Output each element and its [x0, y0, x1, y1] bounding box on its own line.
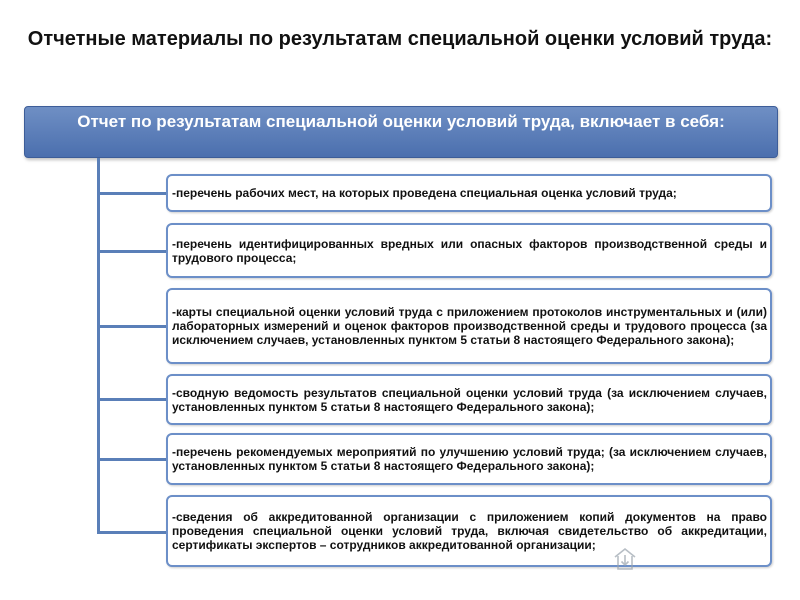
list-item-text: -сведения об аккредитованной организации с приложением копий документов на право проведения специальной оценки условий труда, включая свидетельство об аккредитации, сертификаты экспертов – сотрудников аккредитованной организации; — [172, 510, 767, 552]
report-header-box: Отчет по результатам специальной оценки условий труда, включает в себя: — [24, 106, 778, 158]
list-item-text: -перечень рабочих мест, на которых проведена специальная оценка условий труда; — [172, 186, 677, 200]
tree-connector-branch — [97, 192, 166, 195]
list-item — [166, 288, 772, 364]
page-title: Отчетные материалы по результатам специальной оценки условий труда: — [27, 28, 773, 50]
tree-connector-branch — [97, 398, 166, 401]
tree-connector-branch — [97, 458, 166, 461]
tree-connector-branch — [97, 325, 166, 328]
list-item — [166, 433, 772, 485]
list-item-text: -сводную ведомость результатов специальной оценки условий труда (за исключением случаев, установленных пунктом 5 статьи 8 настоящего Федерального закона); — [172, 385, 767, 414]
list-item — [166, 374, 772, 425]
tree-connector-vertical — [97, 158, 100, 533]
list-item-text: -перечень идентифицированных вредных или опасных факторов производственной среды и трудового процесса; — [172, 236, 767, 265]
list-item-text: -карты специальной оценки условий труда с приложением протоколов инструментальных и (или) лабораторных измерений и оценок факторов производственной среды и трудового процесса (за исключением случаев, установленных пунктом 5 статьи 8 настоящего Федерального закона); — [172, 305, 767, 347]
tree-connector-branch — [97, 250, 166, 253]
list-item — [166, 495, 772, 567]
tree-connector-branch — [97, 531, 166, 534]
list-item — [166, 223, 772, 278]
house-down-arrow-icon — [612, 546, 638, 572]
list-item-text: -перечень рекомендуемых мероприятий по улучшению условий труда; (за исключением случаев, установленных пунктом 5 статьи 8 настоящего Федерального закона); — [172, 445, 767, 473]
list-item — [166, 174, 772, 212]
